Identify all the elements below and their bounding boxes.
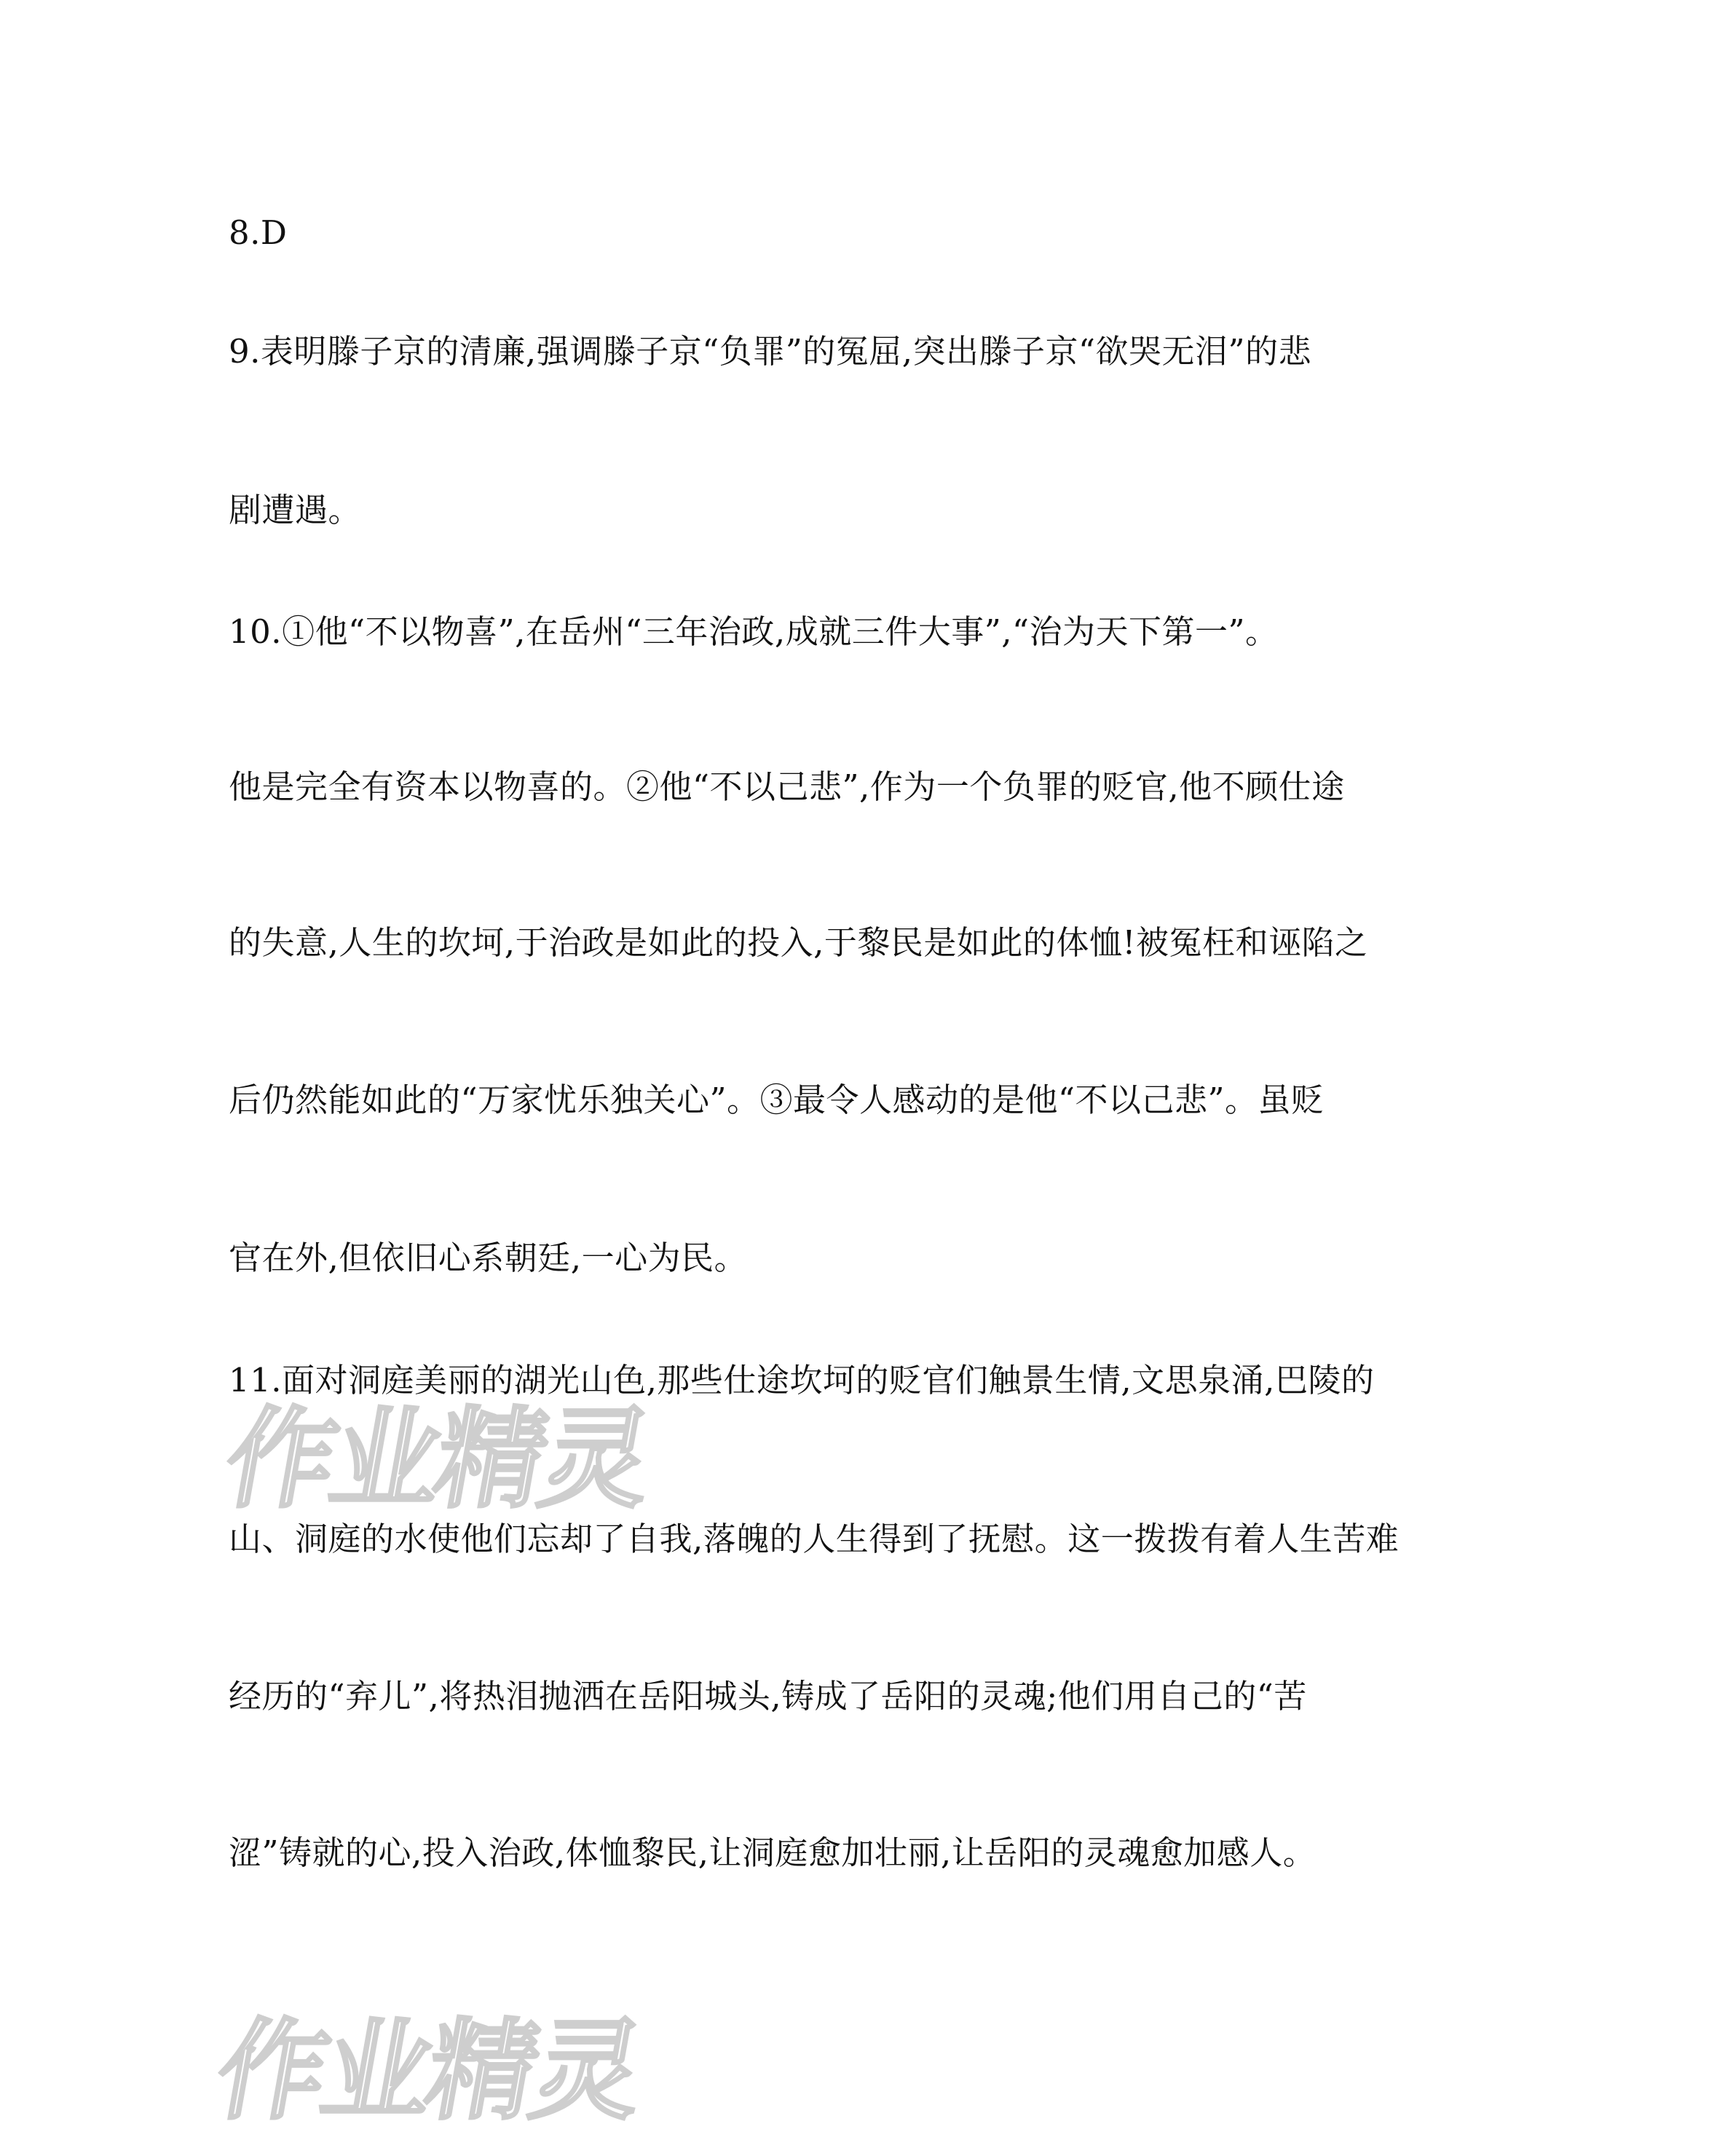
- answer-line-9: 11.面对洞庭美丽的湖光山色,那些仕途坎坷的贬官们触景生情,文思泉涌,巴陵的: [229, 1361, 1375, 1399]
- answer-line-2: 9.表明滕子京的清廉,强调滕子京“负罪”的冤屈,突出滕子京“欲哭无泪”的悲: [229, 332, 1312, 371]
- answer-line-11: 经历的“弃儿”,将热泪抛洒在岳阳城头,铸成了岳阳的灵魂;他们用自己的“苦: [229, 1677, 1307, 1715]
- answer-line-7: 后仍然能如此的“万家忧乐独关心”。③最令人感动的是他“不以己悲”。虽贬: [229, 1081, 1325, 1119]
- answer-line-10: 山、洞庭的水使他们忘却了自我,落魄的人生得到了抚慰。这一拨拨有着人生苦难: [229, 1520, 1400, 1558]
- answer-line-12: 涩”铸就的心,投入治政,体恤黎民,让洞庭愈加壮丽,让岳阳的灵魂愈加感人。: [229, 1833, 1317, 1872]
- answer-line-3: 剧遭遇。: [229, 491, 362, 529]
- answer-line-1: 8.D: [229, 213, 288, 252]
- answer-line-8: 官在外,但依旧心系朝廷,一心为民。: [229, 1239, 748, 1277]
- watermark-logo: 作业精灵: [216, 1397, 658, 1523]
- answer-line-4: 10.①他“不以物喜”,在岳州“三年治政,成就三件大事”,“治为天下第一”。: [229, 612, 1279, 651]
- answer-line-6: 的失意,人生的坎坷,于治政是如此的投入,于黎民是如此的体恤!被冤枉和诬陷之: [229, 923, 1368, 962]
- watermark-logo-bottom: 作业精灵: [207, 2008, 650, 2135]
- answer-line-5: 他是完全有资本以物喜的。②他“不以己悲”,作为一个负罪的贬官,他不顾仕途: [229, 767, 1345, 806]
